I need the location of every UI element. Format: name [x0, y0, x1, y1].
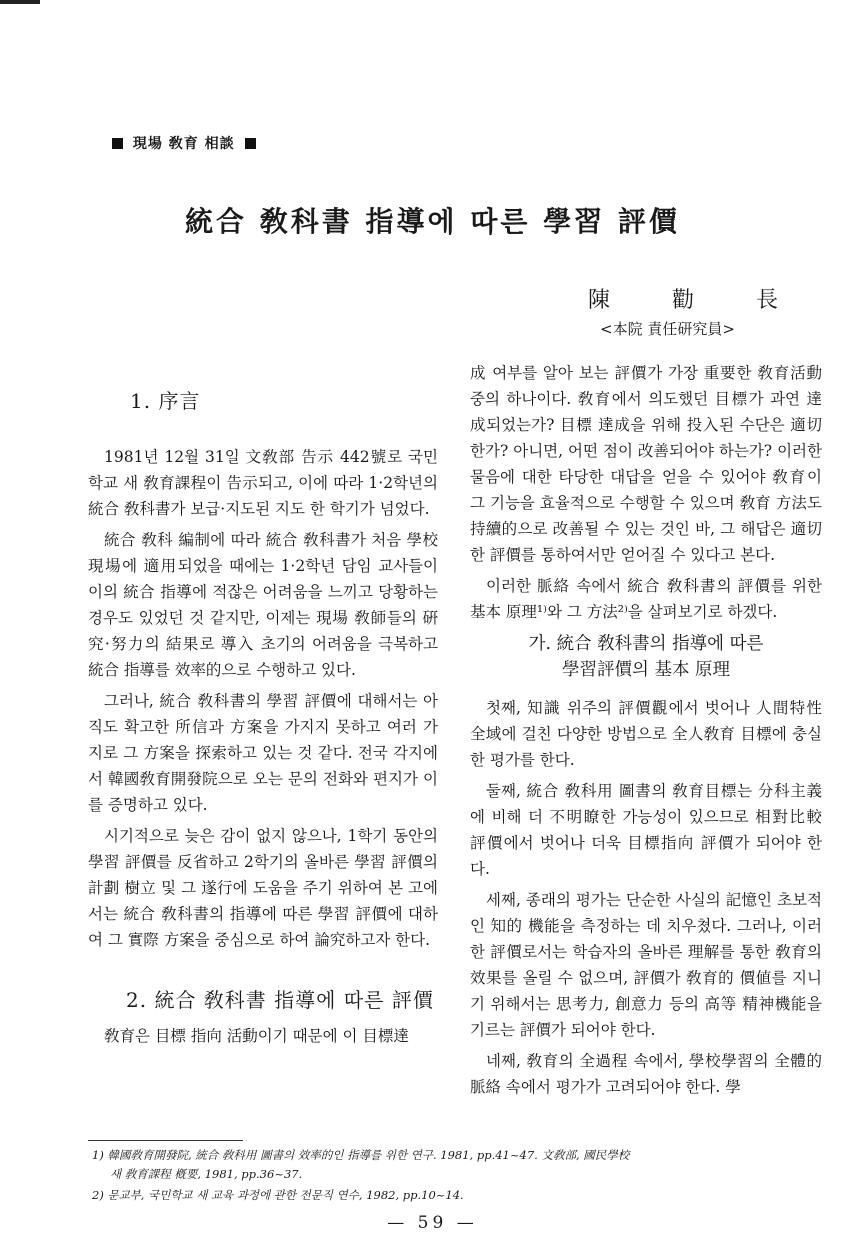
principle-paragraph: 첫째, 知識 위주의 評價觀에서 벗어나 人間特性 全域에 걸친 다양한 방법으로 全人敎育 目標에 충실한 평가를 한다. [470, 699, 822, 769]
subsection-heading-line: 가. 統合 敎科書의 指導에 따른 [528, 634, 764, 654]
footnote-1-continued: 새 敎育課程 槪要, 1981, pp.36~37. [110, 1167, 303, 1181]
body-paragraph: 1981년 12월 31일 文敎部 告示 442號로 국민학교 새 敎育課程이 告示되고, 이에 따라 1·2학년의 統合 敎科書가 보급·지도된 지도 한 학기가 넘었다. [88, 448, 438, 518]
footnote-divider [88, 1140, 243, 1141]
body-paragraph: 그러나, 統合 敎科書의 學習 評價에 대해서는 아직도 확고한 所信과 方案을 가지지 못하고 여러 가지로 그 方案을 探索하고 있는 것 같다. 전국 각지에서 韓國敎育開發院으로 오는 문의 전화와 편지가 이를 증명하고 있다. [88, 692, 438, 814]
right-column [470, 360, 822, 1105]
footnote-1: 1) 韓國敎育開發院, 統合 敎科用 圖書의 效率的인 指導를 위한 연구. 1981, pp.41~47. 文敎部, 國民學校 [92, 1148, 630, 1162]
page-number: — 59 — [387, 1213, 478, 1233]
footnote-2: 2) 문교부, 국민학교 새 교육 과정에 관한 전문직 연수, 1982, pp.10~14. [92, 1188, 464, 1202]
article-title: 統合 敎科書 指導에 따른 學習 評價 [185, 205, 680, 238]
author-char: 長 [755, 288, 778, 313]
author-affiliation: <本院 責任研究員> [600, 320, 735, 338]
left-column [88, 368, 438, 1054]
right-square-bullet-icon [245, 138, 256, 149]
section-heading-evaluation: 2. 統合 敎科書 指導에 따른 評價 [126, 988, 434, 1012]
body-paragraph-continued: 成 여부를 알아 보는 評價가 가장 重要한 敎育活動 중의 하나이다. 敎育에서 의도했던 目標가 과연 達成되었는가? 目標 達成을 위해 投入된 수단은 適切한가? 아니면, 어떤 점이 改善되어야 하는가? 이러한 물음에 대한 타당한 대답을 얻을 수 있어야 敎育이 그 기능을 효율적으로 수행할 수 있으며 敎育 方法도 持續的으로 改善될 수 있는 것인 바, 그 해답은 適切한 評價를 통하여서만 얻어질 수 있다고 본다. [470, 364, 822, 564]
principle-paragraph: 네째, 敎育의 全過程 속에서, 學校學習의 全體的 脈絡 속에서 평가가 고려되어야 한다. 學 [470, 1052, 822, 1096]
author-char: 勸 [671, 288, 694, 313]
left-square-bullet-icon [112, 138, 123, 149]
section-heading-introduction: 1. 序言 [130, 389, 201, 413]
principle-paragraph: 세째, 종래의 평가는 단순한 사실의 記憶인 초보적인 知的 機能을 측정하는 데 치우쳤다. 그러나, 이러한 評價로서는 학습자의 올바른 理解를 통한 敎育의 效果를 올릴 수 없으며, 評價가 敎育的 價値를 지니기 위해서는 思考力, 創意力 등의 高等 精神機能을 기르는 評價가 되어야 한다. [470, 891, 822, 1039]
subsection-heading [470, 631, 822, 683]
subsection-heading-line: 學習評價의 基本 原理 [561, 660, 731, 680]
section-tag [108, 133, 260, 153]
author-name [588, 283, 778, 314]
author-char: 陳 [588, 288, 611, 313]
principle-paragraph: 둘째, 統合 敎科用 圖書의 敎育目標는 分科主義에 비해 더 不明瞭한 가능성이 있으므로 相對比較 評價에서 벗어나 더욱 目標指向 評價가 되어야 한다. [470, 782, 822, 878]
body-paragraph: 이러한 脈絡 속에서 統合 敎科書의 評價를 위한 基本 原理¹⁾와 그 方法²⁾을 살펴보기로 하겠다. [470, 577, 822, 621]
corner-scan-mark [0, 0, 40, 4]
body-paragraph: 統合 敎科 編制에 따라 統合 敎科書가 처음 學校 現場에 適用되었을 때에는 1·2학년 담임 교사들이 이의 統合 指導에 적잖은 어려움을 느끼고 당황하는 경우도 있었던 것 같지만, 이제는 現場 敎師들의 硏究·努力의 結果로 導入 초기의 어려움을 극복하고 統合 指導를 效率的으로 수행하고 있다. [88, 531, 438, 679]
body-paragraph: 시기적으로 늦은 감이 없지 않으나, 1학기 동안의 學習 評價를 反省하고 2학기의 올바른 學習 評價의 計劃 樹立 및 그 遂行에 도움을 주기 위하여 본 고에서는 統合 敎科書의 指導에 따른 學習 評價에 대하여 그 實際 方案을 중심으로 하여 論究하고자 한다. [88, 827, 438, 949]
section-tag-label: 現場 敎育 相談 [132, 136, 235, 152]
body-paragraph: 敎育은 目標 指向 活動이기 때문에 이 目標達 [104, 1027, 409, 1045]
footnotes [92, 1146, 832, 1205]
